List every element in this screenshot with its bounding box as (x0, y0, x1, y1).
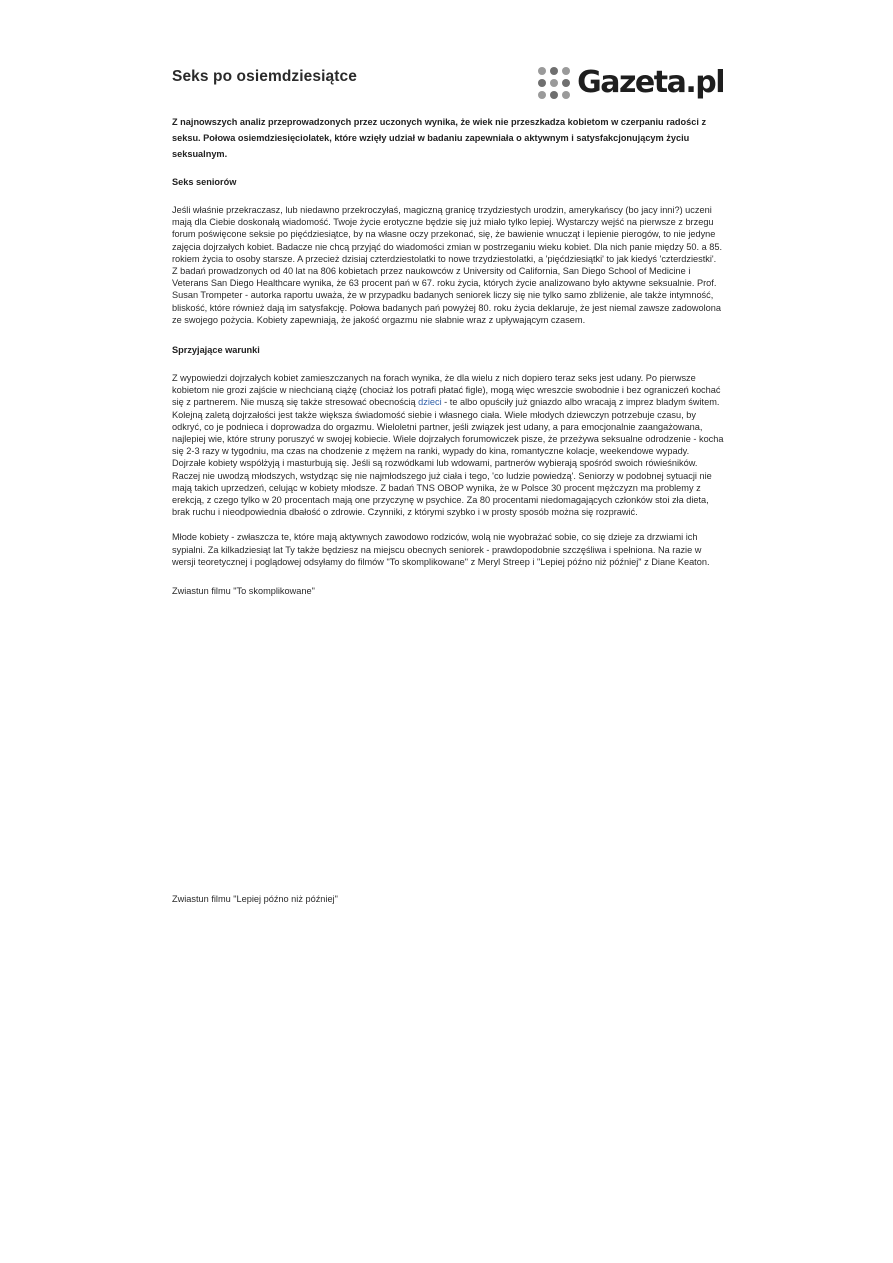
video-caption-complicated: Zwiastun filmu "To skomplikowane" (172, 586, 315, 597)
article-header (172, 62, 724, 106)
paragraph-conditions-part-2: - te albo opuściły już gniazdo albo wracają z imprez bladym świtem. Kolejną zaletą dojrzałości jest także większa świadomość siebie i własnego ciała. Wiele młodych dziewczyn potrzebuje czasu, by odkryć, co je podnieca i doprowadza do orgazmu. Wieloletni partner, jeśli związek jest udany, a para emocjonalnie zaangażowana, najlepiej wie, które struny poruszyć w swojej kobiecie. Wiele dojrzałych forumowiczek pisze, że przeżywa seksualne odrodzenie - kocha się 2-3 razy w tygodniu, ma czas na chodzenie z mężem na ranki, wypady do kina, romantyczne kolacje, weekendowe wypady. Dojrzałe kobiety współżyją i masturbują się. Jeśli są rozwódkami lub wdowami, partnerów wybierają spośród swoich rówieśników. Raczej nie uwodzą młodszych, wstydząc się nie najmłodszego już ciała i tego, 'co ludzie powiedzą'. Seniorzy w podobnej sytuacji nie mają takich uprzedzeń, celując w kobiety młodsze. Z badań TNS OBOP wynika, że w Polsce 30 procent mężczyzn ma problemy z erekcją, z czego tylko w 20 procentach mają one przyczynę w psychice. Za 80 procentami niedomagających członków stoi zła dieta, brak ruchu i nieodpowiednia dbałość o zdrowie. Czynniki, z którymi szybko i w prosty sposób można się rozprawić. (172, 397, 724, 518)
section-heading-conditions: Sprzyjające warunki (172, 345, 260, 356)
article-title: Seks po osiemdziesiątce (172, 68, 357, 85)
video-embed-complicated[interactable] (172, 598, 724, 892)
video-embed-late[interactable] (172, 906, 724, 1106)
paragraph-conditions (172, 372, 724, 518)
paragraph-seniors: Jeśli właśnie przekraczasz, lub niedawno przekroczyłaś, magiczną granicę trzydziestych urodzin, amerykańscy (bo jacy inni?) uczeni mają dla Ciebie doskonałą wiadomość. Twoje życie erotyczne będzie się już miało tylko lepiej. Wystarczy wejść na pierwsze z brzegu forum poświęcone seksie po pięćdziesiątce, by na własne oczy przekonać, się, że bawienie wnucząt i lepienie pierogów, to nie jedyne zajęcia dojrzałych kobiet. Badacze nie chcą przyjąć do wiadomości zmian w postrzeganiu wieku kobiet. Dla nich panie między 50. a 85. rokiem życia to osoby starsze. A przecież dzisiaj czterdziestolatki to nowe trzydziestolatki, a 'pięćdziesiątki' to jak kiedyś 'czterdziestki'. Z badań prowadzonych od 40 lat na 806 kobietach przez naukowców z University od California, San Diego School of Medicine i Veterans San Diego Healthcare wynika, że 63 procent pań w 67. roku życia, których życie analizowano było aktywne seksualnie. Prof. Susan Trompeter - autorka raportu uważa, że w przypadku badanych seniorek liczy się nie tylko samo zbliżenie, ale także intymność, bliskość, które również dają im satysfakcję. Połowa badanych pań powyżej 80. roku życia deklaruje, że jest niemal zawsze zadowolona ze swojego pożycia. Kobiety zapewniają, że jakość orgazmu nie słabnie wraz z upływającym czasem. (172, 205, 723, 325)
link-dzieci[interactable]: dzieci (418, 397, 442, 408)
paragraph-young-women: Młode kobiety - zwłaszcza te, które mają aktywnych zawodowo rodziców, wolą nie wyobrażać sobie, co się dzieje za drzwiami ich sypialni. Za kilkadziesiąt lat Ty także będziesz na miejscu obecnych seniorek - prawdopodobnie szczęśliwa i spełniona. Na razie w wersji teoretycznej i poglądowej odsyłamy do filmów "To skomplikowane" z Meryl Streep i "Lepiej późno niż później" z Diane Keaton. (172, 532, 710, 567)
logo-dots-icon (538, 67, 571, 100)
article-page (172, 62, 724, 1106)
section-heading-seniors: Seks seniorów (172, 177, 237, 187)
paragraph-conditions-part-1: Z wypowiedzi dojrzałych kobiet zamieszczanych na forach wynika, że dla wielu z nich dopiero teraz seks jest udany. Po pierwsze kobietom nie grozi zajście w niechcianą ciążę (chociaż los potrafi płatać figle), mogą więc wreszcie swobodnie i bez ograniczeń kochać się z partnerem. Nie muszą się także stresować obecnością (172, 373, 721, 408)
video-caption-late: Zwiastun filmu "Lepiej późno niż później" (172, 894, 338, 905)
article-lead: Z najnowszych analiz przeprowadzonych przez uczonych wynika, że wiek nie przeszkadza kobietom w czerpaniu radości z seksu. Połowa osiemdziesięciolatek, które wzięły udział w badaniu zapewniała o aktywnym i satysfakcjonującym życiu seksualnym. (172, 117, 707, 159)
logo-text: Gazeta.pl (577, 65, 724, 100)
gazeta-logo (538, 64, 724, 102)
